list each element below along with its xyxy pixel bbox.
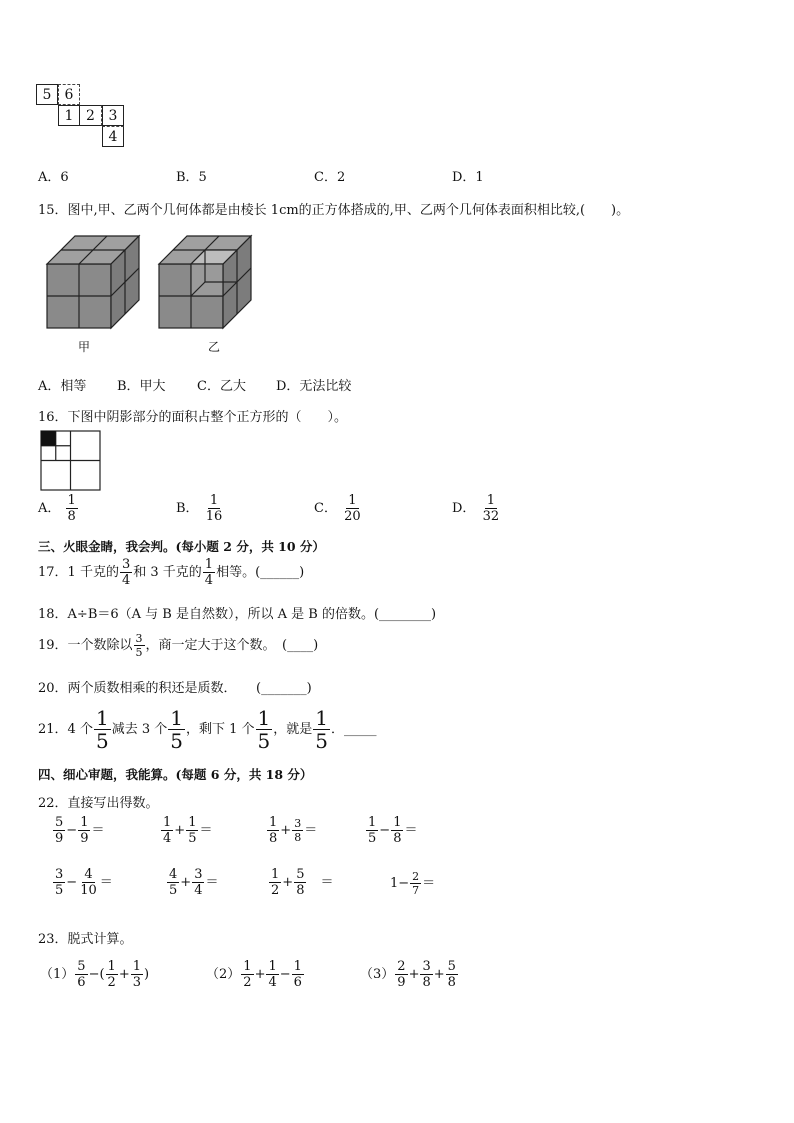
numerator: 1 bbox=[132, 959, 141, 974]
numerator: 3 bbox=[135, 632, 143, 645]
expr-label: （1） bbox=[40, 967, 75, 982]
q21-text-5: ．_____ bbox=[331, 722, 377, 737]
fraction bbox=[186, 816, 198, 845]
fraction bbox=[78, 868, 99, 897]
q16-question: 16．下图中阴影部分的面积占整个正方形的（ ）。 bbox=[38, 410, 348, 425]
denominator: 8 bbox=[294, 831, 302, 844]
denominator: 10 bbox=[80, 883, 97, 898]
denominator: 8 bbox=[269, 831, 278, 846]
q14-option-c[interactable]: C．2 bbox=[314, 170, 346, 185]
operator: + bbox=[282, 875, 294, 890]
operator: + bbox=[280, 823, 292, 838]
fraction bbox=[192, 868, 204, 897]
denominator: 8 bbox=[67, 509, 76, 524]
equals-sign: ＝ bbox=[404, 823, 418, 838]
q17-text-3: 相等。(______) bbox=[216, 565, 305, 580]
cube-figures bbox=[36, 228, 266, 358]
fraction bbox=[313, 708, 330, 751]
fraction bbox=[366, 816, 378, 845]
section-4-heading: 四、细心审题，我能算。(每题 6 分，共 18 分） bbox=[38, 767, 313, 782]
numerator: 1 bbox=[269, 815, 278, 830]
denominator: 8 bbox=[296, 883, 305, 898]
operator: + bbox=[118, 967, 130, 982]
denominator: 3 bbox=[132, 975, 141, 990]
operator: + bbox=[174, 823, 186, 838]
denominator: 6 bbox=[293, 975, 302, 990]
q23-expr-3 bbox=[360, 960, 459, 989]
numerator: 3 bbox=[294, 817, 302, 830]
q16-option-b[interactable] bbox=[176, 494, 225, 523]
cube-net-figure bbox=[36, 84, 136, 154]
numerator: 1 bbox=[368, 815, 377, 830]
denominator: 5 bbox=[170, 729, 183, 753]
fraction bbox=[395, 960, 407, 989]
q16-option-a[interactable] bbox=[38, 494, 79, 523]
equals-sign: ＝ bbox=[199, 823, 213, 838]
numerator: 1 bbox=[188, 815, 197, 830]
denominator: 4 bbox=[268, 975, 277, 990]
fraction bbox=[241, 960, 253, 989]
operator: − bbox=[66, 823, 78, 838]
denominator: 4 bbox=[204, 573, 214, 588]
numerator: 2 bbox=[412, 870, 420, 883]
expr-label: （2） bbox=[206, 967, 241, 982]
denominator: 5 bbox=[315, 729, 328, 753]
denominator: 2 bbox=[243, 975, 252, 990]
q17-text-1: 17．1 千克的 bbox=[38, 565, 119, 580]
fraction bbox=[53, 868, 65, 897]
fraction bbox=[120, 558, 132, 587]
fraction bbox=[66, 494, 78, 523]
q19-text-1: 19．一个数除以 bbox=[38, 638, 133, 653]
operator: − bbox=[379, 823, 391, 838]
denominator: 9 bbox=[55, 831, 64, 846]
denominator: 8 bbox=[393, 831, 402, 846]
fraction bbox=[410, 871, 421, 896]
numerator: 5 bbox=[296, 867, 305, 882]
numerator: 1 bbox=[204, 557, 214, 572]
fraction bbox=[204, 494, 225, 523]
numerator: 1 bbox=[67, 493, 76, 508]
numerator: 2 bbox=[397, 959, 406, 974]
denominator: 5 bbox=[135, 646, 143, 659]
fraction bbox=[106, 960, 118, 989]
net-cell-5: 5 bbox=[36, 84, 58, 105]
q21-text-4: ，就是 bbox=[273, 722, 313, 737]
q14-option-b[interactable]: B．5 bbox=[176, 170, 207, 185]
numerator: 3 bbox=[422, 959, 431, 974]
numerator: 1 bbox=[293, 959, 302, 974]
equals-sign: ＝ bbox=[304, 823, 318, 838]
fraction bbox=[267, 816, 279, 845]
q22-expr-1 bbox=[52, 816, 104, 845]
fraction bbox=[292, 818, 303, 843]
operator: + bbox=[408, 967, 420, 982]
fraction bbox=[266, 960, 278, 989]
q21-text-2: 减去 3 个 bbox=[111, 722, 168, 737]
net-cell-2: 2 bbox=[80, 105, 102, 126]
section-3-heading: 三、火眼金睛，我会判。(每小题 2 分，共 10 分） bbox=[38, 539, 325, 554]
denominator: 8 bbox=[422, 975, 431, 990]
q16-option-d[interactable] bbox=[452, 494, 502, 523]
fraction bbox=[446, 960, 458, 989]
numerator: 1 bbox=[393, 815, 402, 830]
fraction bbox=[78, 816, 90, 845]
net-cell-4: 4 bbox=[102, 126, 124, 147]
denominator: 5 bbox=[169, 883, 178, 898]
numerator: 1 bbox=[107, 959, 116, 974]
net-cell-6: 6 bbox=[58, 84, 80, 105]
q17-text-2: 和 3 千克的 bbox=[133, 565, 202, 580]
fraction bbox=[134, 633, 145, 658]
q23-question: 23．脱式计算。 bbox=[38, 932, 133, 947]
cube-yi-label: 乙 bbox=[208, 340, 221, 354]
numerator: 5 bbox=[55, 815, 64, 830]
expr-label: （3） bbox=[360, 967, 395, 982]
q17-statement bbox=[38, 558, 304, 587]
fraction bbox=[256, 708, 273, 751]
q18-statement: 18．A÷B＝6（A 与 B 是自然数），所以 A 是 B 的倍数。(________) bbox=[38, 607, 437, 622]
operator: −( bbox=[88, 967, 105, 982]
denominator: 5 bbox=[188, 831, 197, 846]
option-label: C． bbox=[314, 501, 337, 516]
numerator: 1 bbox=[486, 493, 495, 508]
q22-question: 22．直接写出得数。 bbox=[38, 796, 159, 811]
numerator: 1 bbox=[95, 706, 109, 730]
q15-question: 15．图中,甲、乙两个几何体都是由棱长 1cm的正方体搭成的,甲、乙两个几何体表面积相比较,( )。 bbox=[38, 203, 630, 218]
numerator: 3 bbox=[194, 867, 203, 882]
q19-text-2: ，商一定大于这个数。 (____) bbox=[145, 638, 319, 653]
q15-option-c[interactable]: C．乙大 bbox=[197, 379, 246, 394]
operator: + bbox=[180, 875, 192, 890]
option-label: B． bbox=[176, 501, 199, 516]
q23-expr-2 bbox=[206, 960, 305, 989]
numerator: 1 bbox=[209, 493, 219, 508]
denominator: 9 bbox=[397, 975, 406, 990]
denominator: 5 bbox=[55, 883, 64, 898]
numerator: 4 bbox=[84, 867, 93, 882]
option-label: D． bbox=[452, 501, 476, 516]
q15-option-a[interactable]: A．相等 bbox=[38, 379, 87, 394]
operator: 1− bbox=[390, 876, 410, 891]
fraction bbox=[481, 494, 502, 523]
numerator: 1 bbox=[348, 493, 357, 508]
net-cell-1: 1 bbox=[58, 105, 80, 126]
fraction bbox=[168, 708, 185, 751]
denominator: 4 bbox=[121, 573, 131, 588]
equals-sign: ＝ bbox=[91, 823, 105, 838]
equals-sign: ＝ bbox=[99, 875, 113, 890]
q22-expr-4 bbox=[365, 816, 417, 845]
numerator: 1 bbox=[243, 959, 252, 974]
equals-sign: ＝ bbox=[422, 876, 436, 891]
fraction bbox=[161, 816, 173, 845]
q22-expr-7 bbox=[268, 868, 333, 897]
operator: − bbox=[66, 875, 78, 890]
numerator: 1 bbox=[170, 706, 183, 730]
q19-statement bbox=[38, 633, 318, 658]
numerator: 3 bbox=[121, 557, 131, 572]
fraction bbox=[167, 868, 179, 897]
q22-expr-2 bbox=[160, 816, 212, 845]
operator: + bbox=[254, 967, 266, 982]
denominator: 2 bbox=[271, 883, 280, 898]
q15-option-d[interactable]: D．无法比较 bbox=[276, 379, 352, 394]
denominator: 8 bbox=[447, 975, 456, 990]
q15-option-b[interactable]: B．甲大 bbox=[117, 379, 166, 394]
numerator: 3 bbox=[55, 867, 64, 882]
equals-sign: ＝ bbox=[307, 875, 334, 890]
numerator: 1 bbox=[80, 815, 89, 830]
net-cell-3: 3 bbox=[102, 105, 124, 126]
denominator: 6 bbox=[77, 975, 86, 990]
denominator: 2 bbox=[107, 975, 116, 990]
fraction bbox=[269, 868, 281, 897]
q21-text-3: ，剩下 1 个 bbox=[185, 722, 255, 737]
fraction bbox=[53, 816, 65, 845]
q14-option-a[interactable]: A．6 bbox=[38, 170, 69, 185]
q14-option-d[interactable]: D．1 bbox=[452, 170, 484, 185]
q23-expr-1 bbox=[40, 960, 149, 989]
denominator: 20 bbox=[344, 509, 361, 524]
q22-expr-5 bbox=[52, 868, 113, 897]
q22-expr-3 bbox=[266, 816, 317, 845]
q21-text-1: 21．4 个 bbox=[38, 722, 93, 737]
numerator: 5 bbox=[447, 959, 456, 974]
fraction bbox=[391, 816, 403, 845]
fraction bbox=[131, 960, 143, 989]
cube-jia-figure bbox=[44, 234, 154, 339]
shaded-square-figure bbox=[40, 430, 102, 492]
q21-statement bbox=[38, 708, 377, 751]
fraction bbox=[94, 708, 111, 751]
q22-expr-6 bbox=[166, 868, 218, 897]
numerator: 1 bbox=[315, 706, 328, 730]
fraction bbox=[203, 558, 215, 587]
q20-statement: 20．两个质数相乘的积还是质数． (_______) bbox=[38, 681, 312, 696]
numerator: 1 bbox=[271, 867, 280, 882]
fraction bbox=[294, 868, 306, 897]
fraction bbox=[292, 960, 304, 989]
q22-expr-8 bbox=[390, 871, 435, 896]
denominator: 5 bbox=[95, 729, 109, 753]
operator: ) bbox=[144, 967, 150, 982]
fraction bbox=[342, 494, 363, 523]
operator: − bbox=[279, 967, 291, 982]
denominator: 32 bbox=[482, 509, 500, 524]
operator: + bbox=[433, 967, 445, 982]
equals-sign: ＝ bbox=[205, 875, 219, 890]
q16-option-c[interactable] bbox=[314, 494, 364, 523]
option-label: A． bbox=[38, 501, 61, 516]
denominator: 4 bbox=[163, 831, 172, 846]
fraction bbox=[420, 960, 432, 989]
denominator: 5 bbox=[368, 831, 377, 846]
denominator: 9 bbox=[80, 831, 89, 846]
numerator: 1 bbox=[268, 959, 277, 974]
denominator: 16 bbox=[205, 509, 223, 524]
fraction bbox=[75, 960, 87, 989]
numerator: 5 bbox=[77, 959, 86, 974]
cube-yi-figure bbox=[156, 234, 266, 339]
denominator: 7 bbox=[412, 884, 420, 897]
numerator: 4 bbox=[169, 867, 178, 882]
denominator: 4 bbox=[194, 883, 203, 898]
numerator: 1 bbox=[163, 815, 172, 830]
numerator: 1 bbox=[257, 706, 271, 730]
denominator: 5 bbox=[257, 729, 271, 753]
cube-jia-label: 甲 bbox=[78, 340, 91, 354]
